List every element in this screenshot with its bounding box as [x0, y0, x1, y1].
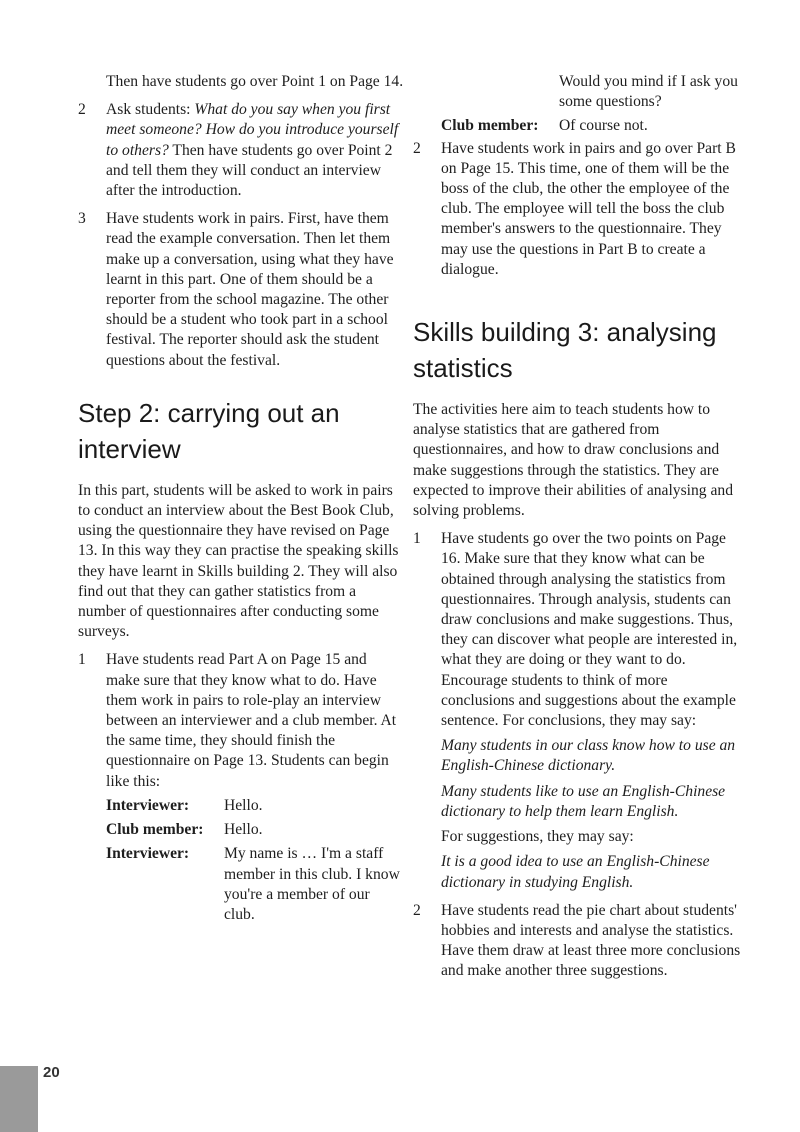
intro-text: Then have students go over Point 1 on Page 14.	[106, 73, 404, 90]
dialogue-line	[106, 796, 404, 816]
item-number: 2	[413, 901, 421, 919]
item-number: 1	[413, 530, 421, 548]
item-text: Have students work in pairs. First, have them read the example conversation. Then let them make up a conversation, using what they have learnt in this part. One of them should be a reporter from the school magazine. The other should be a student who took part in a school festival. The reporter should ask the student questions about the festival.	[106, 210, 394, 369]
dialogue-line	[413, 72, 743, 112]
example-sentence: Many students in our class know how to use an English-Chinese dictionary.	[441, 737, 736, 775]
speaker-label: Club member:	[441, 117, 539, 135]
item-question: What do you say when you first meet someone? How do you introduce yourself to others?	[106, 101, 399, 159]
list-item	[78, 100, 404, 201]
example-sentence: Many students like to use an English-Chinese dictionary to help them learn English.	[441, 782, 726, 820]
item-text: Have students read the pie chart about students' hobbies and interests and analyse the statistics. Have them draw at least three more conclusions and make another three suggestions.	[441, 901, 741, 980]
paragraph: The activities here aim to teach students how to analyse statistics that are gathered from questionnaires, and how to draw conclusions and make suggestions through the statistics. They are expected to improve their abilities of analysing and solving problems.	[413, 401, 734, 520]
dialogue-text: Hello.	[224, 796, 263, 814]
item-text: Have students work in pairs and go over Part B on Page 15. This time, one of them will be the boss of the club, the other the employee of the club. The employee will tell the boss the club member's answers to the questionnaire. They may use the questions in Part B to create a dialogue.	[441, 139, 736, 278]
dialogue-line	[106, 820, 404, 840]
left-column	[78, 72, 404, 925]
example-sentence: It is a good idea to use an English-Chinese dictionary in studying English.	[441, 853, 710, 891]
suggestion-intro: For suggestions, they may say:	[441, 828, 634, 846]
speaker-label: Interviewer:	[106, 796, 190, 814]
speaker-label: Interviewer:	[106, 845, 190, 863]
list-item	[413, 529, 743, 892]
list-item	[413, 901, 743, 982]
item-number: 2	[78, 101, 86, 119]
item-text: Then have students go over Point 2 and tell them they will conduct an interview after the introduction.	[106, 141, 393, 200]
list-item	[78, 209, 404, 371]
list-item	[413, 139, 743, 280]
right-column	[413, 72, 743, 982]
dialogue-line	[441, 116, 743, 136]
item-number: 3	[78, 210, 86, 228]
item-text: Have students read Part A on Page 15 and make sure that they know what to do. Have them work in pairs to role-play an interview between an interviewer and a club member. At the same time, they should finish the questionnaire on Page 13. Students can begin like this:	[106, 651, 397, 790]
dialogue-text: Hello.	[224, 821, 263, 839]
page-tab	[0, 1066, 38, 1132]
paragraph: In this part, students will be asked to work in pairs to conduct an interview about the Best Book Club, using the questionnaire they have revised on Page 13. In this way they can practise the speaking skills they have learnt in Skills building 2. They will also find out that they can gather statistics from a number of questionnaires after conducting some surveys.	[78, 481, 399, 641]
section-heading: Step 2: carrying out an interview	[78, 397, 340, 464]
list-item	[78, 650, 404, 925]
section-heading: Skills building 3: analysing statistics	[413, 317, 717, 384]
dialogue-text: My name is … I'm a staff member in this club. I know you're a member of our club.	[224, 845, 400, 923]
dialogue-text: Would you mind if I ask you some questions?	[559, 73, 738, 111]
item-text: Ask students:	[106, 101, 195, 119]
dialogue-text: Of course not.	[559, 117, 648, 135]
item-number: 2	[413, 139, 421, 157]
page-number: 20	[43, 1064, 60, 1081]
item-number: 1	[78, 651, 86, 669]
speaker-label: Club member:	[106, 821, 204, 839]
dialogue-line	[106, 844, 404, 925]
item-text: Have students go over the two points on Page 16. Make sure that they know what can be obtained through analysing the statistics from questionnaires. Through analysis, students can draw conclusions and make suggestions. Thus, they can discover what people are interested in, what they are doing or they want to do. Encourage students to think of more conclusions and suggestions about the example sentence. For conclusions, they may say:	[441, 530, 738, 730]
